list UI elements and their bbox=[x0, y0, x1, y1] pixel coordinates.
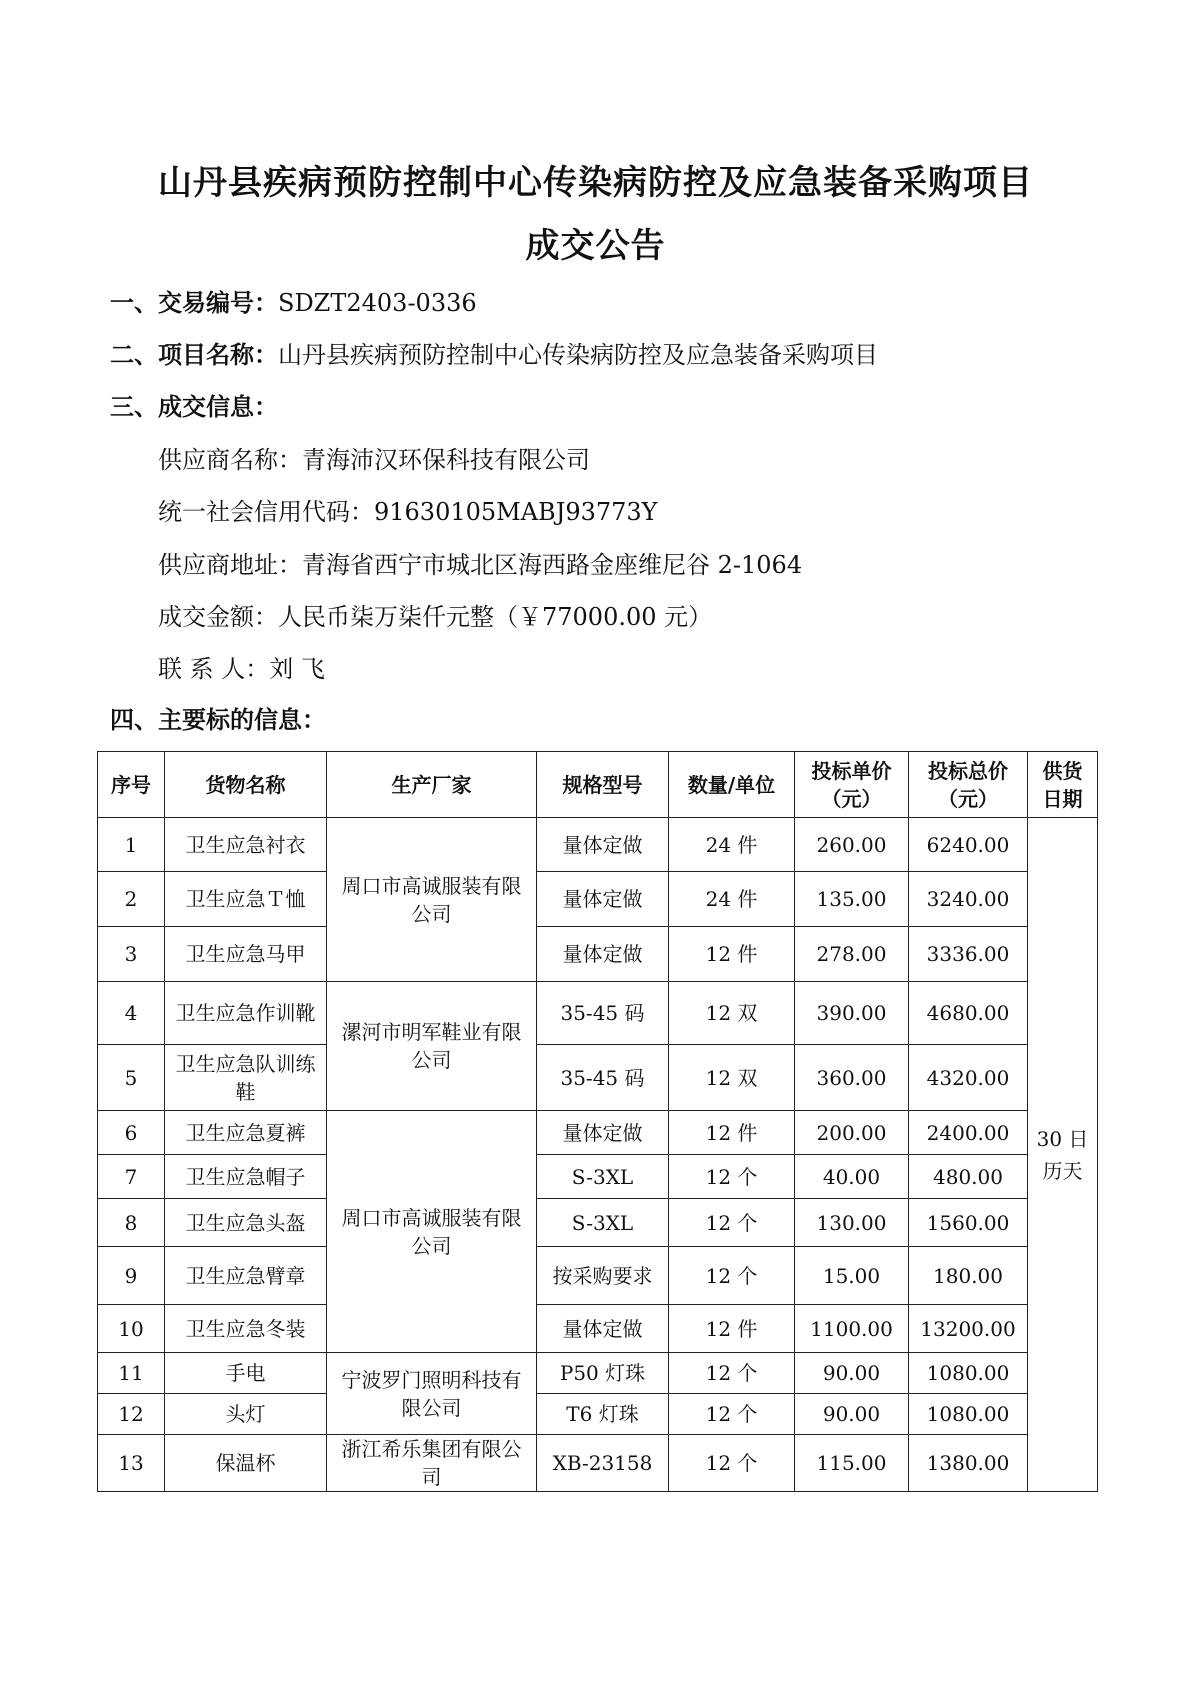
table-row: 6 卫生应急夏裤 周口市高诚服装有限公司 量体定做 12 件 200.00 2400.00 bbox=[98, 1111, 1098, 1155]
items-table bbox=[97, 751, 1098, 1492]
maker-cell: 漯河市明军鞋业有限公司 bbox=[327, 982, 537, 1111]
deal-amount: 成交金额：人民币柒万柒仟元整（￥77000.00 元） bbox=[158, 603, 713, 631]
delivery-cell: 30 日历天 bbox=[1028, 818, 1098, 1492]
section-project-name bbox=[110, 339, 878, 371]
table-row: 8 卫生应急头盔 S-3XL 12 个 130.00 1560.00 bbox=[98, 1199, 1098, 1247]
section-main-items bbox=[110, 704, 326, 736]
maker-cell: 周口市高诚服装有限公司 bbox=[327, 818, 537, 982]
contact-person: 联 系 人：刘 飞 bbox=[158, 655, 325, 683]
section-heading: 二、项目名称： bbox=[110, 341, 278, 369]
table-row: 12 头灯 T6 灯珠 12 个 90.00 1080.00 bbox=[98, 1394, 1098, 1435]
table-row: 3 卫生应急马甲 量体定做 12 件 278.00 3336.00 bbox=[98, 927, 1098, 982]
supplier-name: 供应商名称：青海沛汉环保科技有限公司 bbox=[158, 446, 590, 474]
supplier-address: 供应商地址：青海省西宁市城北区海西路金座维尼谷 2-1064 bbox=[158, 551, 803, 579]
table-row: 1 卫生应急衬衣 周口市高诚服装有限公司 量体定做 24 件 260.00 6240.00 30 日历天 bbox=[98, 818, 1098, 872]
maker-cell: 浙江希乐集团有限公司 bbox=[327, 1435, 537, 1492]
section-transaction-number bbox=[110, 287, 477, 319]
table-row: 10 卫生应急冬装 量体定做 12 件 1100.00 13200.00 bbox=[98, 1305, 1098, 1353]
section-heading: 一、交易编号： bbox=[110, 289, 278, 317]
section-heading: 四、主要标的信息： bbox=[110, 706, 326, 734]
header-maker: 生产厂家 bbox=[327, 752, 537, 818]
document-title: 山丹县疾病预防控制中心传染病防控及应急装备采购项目 bbox=[158, 163, 1033, 203]
table-row: 5 卫生应急队训练鞋 35-45 码 12 双 360.00 4320.00 bbox=[98, 1045, 1098, 1111]
document-subtitle: 成交公告 bbox=[525, 226, 666, 266]
section-heading: 三、成交信息： bbox=[110, 393, 278, 421]
table-row: 4 卫生应急作训靴 漯河市明军鞋业有限公司 35-45 码 12 双 390.00 4680.00 bbox=[98, 982, 1098, 1045]
maker-cell: 宁波罗门照明科技有限公司 bbox=[327, 1353, 537, 1435]
header-no: 序号 bbox=[98, 752, 165, 818]
credit-code: 统一社会信用代码：91630105MABJ93773Y bbox=[158, 498, 658, 526]
table-row: 2 卫生应急Ｔ恤 量体定做 24 件 135.00 3240.00 bbox=[98, 872, 1098, 927]
project-name-value: 山丹县疾病预防控制中心传染病防控及应急装备采购项目 bbox=[278, 341, 878, 369]
maker-cell: 周口市高诚服装有限公司 bbox=[327, 1111, 537, 1353]
header-total-price: 投标总价 （元） bbox=[909, 752, 1028, 818]
header-spec: 规格型号 bbox=[537, 752, 669, 818]
transaction-number-value: SDZT2403-0336 bbox=[278, 289, 477, 317]
header-qty: 数量/单位 bbox=[669, 752, 795, 818]
table-row: 11 手电 宁波罗门照明科技有限公司 P50 灯珠 12 个 90.00 1080.00 bbox=[98, 1353, 1098, 1394]
table-row: 9 卫生应急臂章 按采购要求 12 个 15.00 180.00 bbox=[98, 1247, 1098, 1305]
table-row: 13 保温杯 浙江希乐集团有限公司 XB-23158 12 个 115.00 1380.00 bbox=[98, 1435, 1098, 1492]
header-name: 货物名称 bbox=[165, 752, 327, 818]
table-header-row bbox=[98, 752, 1098, 818]
header-unit-price: 投标单价 （元） bbox=[795, 752, 909, 818]
section-deal-info bbox=[110, 391, 278, 423]
header-delivery: 供货 日期 bbox=[1028, 752, 1098, 818]
table-row: 7 卫生应急帽子 S-3XL 12 个 40.00 480.00 bbox=[98, 1155, 1098, 1199]
